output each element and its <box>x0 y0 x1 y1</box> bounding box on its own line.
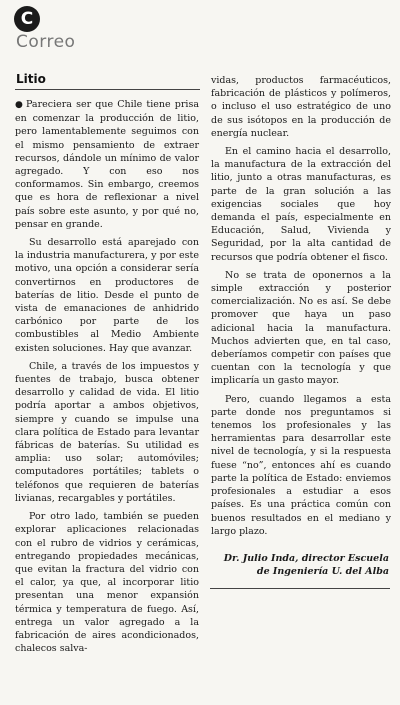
section-title: Correo <box>16 32 76 52</box>
section-header <box>14 6 204 52</box>
bullet-icon: ● <box>15 100 24 110</box>
letter-paragraph: Su desarrollo está aparejado con la industria manufacturera, y por este motivo, una opción a considerar sería convertirnos en productores de baterías de litio. Desde el punto de vista de emanaciones de anhidrido carbónico por parte de los combustibles al Medio Ambiente existen soluciones. Hay que avanzar. <box>15 237 199 354</box>
letter-paragraph: vidas, productos farmacéuticos, fabricación de plásticos y polímeros, o incluso el uso estratégico de uno de sus isótopos en la producción de energía nuclear. <box>211 75 391 139</box>
letter-paragraph <box>15 98 199 231</box>
letter-column-right <box>211 74 391 543</box>
paragraph-text: Pareciera ser que Chile tiene prisa en comenzar la producción de litio, pero lamentablemente seguimos con el mismo pensamiento de extraer recursos, dándole un mínimo de valor agregado. Y con eso nos conformamos. Sin embargo, creemos que es hora de reflexionar a nivel país sobre este asunto, y por qué no, pensar en grande. <box>15 99 199 230</box>
letter-column-left <box>15 98 199 660</box>
letter-paragraph: Por otro lado, también se pueden explorar aplicaciones relacionadas con el rubro de vidrios y cerámicas, entregando propiedades mecánicas, que evitan la fractura del vidrio con el calor, ya que, al incorporar litio presentan una menor expansión térmica y temperatura de fuego. Así, entrega un valor agregado a la fabricación de aires acondicionados, chalecos salva- <box>15 511 199 655</box>
signature-divider <box>210 588 390 589</box>
letter-paragraph: En el camino hacia el desarrollo, la manufactura de la extracción del litio, junto a otras manufacturas, es parte de la gran solución a las exigencias sociales que hoy demanda el país, especialmente en Educación, Salud, Vivienda y Seguridad, por la alta cantidad de recursos que podría obtener el fisco. <box>211 146 391 263</box>
section-logo: C <box>14 6 40 32</box>
letter-paragraph: Chile, a través de los impuestos y fuentes de trabajo, busca obtener desarrollo y calidad de vida. El litio podría aportar a ambos objetivos, siempre y cuando se impulse una clara política de Estado para levantar fábricas de baterías. Su utilidad es amplia: uso solar; automóviles; computadores portátiles; tablets o teléfonos que requieren de baterías livianas, recargables y portátiles. <box>15 360 199 504</box>
letter-paragraph: Pero, cuando llegamos a esta parte donde nos preguntamos si tenemos los profesionales y las herramientas para desarrollar este nivel de tecnología, y si la respuesta fuese “no”, entonces ahí es cuando parte la política de Estado: enviemos profesionales a estudiar a esos países. Es una práctica común con buenos resultados en el mediano y largo plazo. <box>211 393 391 537</box>
letter-paragraph: No se trata de oponernos a la simple extracción y posterior comercialización. No es así. Se debe promover que haya un paso adicional hacia la manufactura. Muchos advierten que, en tal caso, deberíamos competir con países que cuentan con la tecnología y que implicaría un gasto mayor. <box>211 269 391 387</box>
topic-divider <box>15 89 200 90</box>
letter-topic: Litio <box>16 72 46 86</box>
letter-signature: Dr. Julio Inda, director Escuela de Ingeniería U. del Alba <box>223 553 389 577</box>
